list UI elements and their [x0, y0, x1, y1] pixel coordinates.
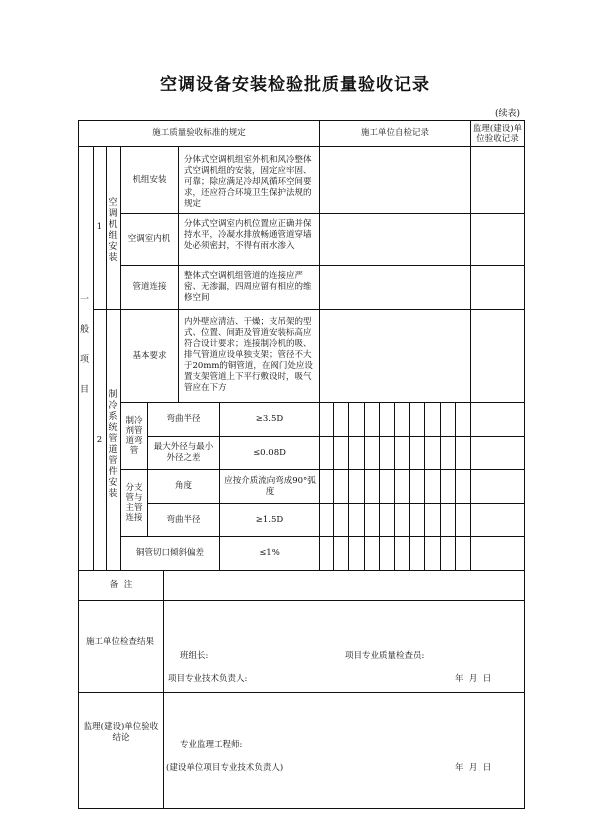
group1-label: 空调机组安装: [108, 198, 118, 263]
angle-label: 角度: [174, 481, 192, 491]
bend-radius-label: 弯曲半径: [166, 414, 201, 424]
supervision-date-label: 年 月 日: [455, 763, 492, 773]
row-basic-requirements: 基本要求: [132, 350, 167, 361]
construction-tech-lead-label: 项目专业技术负责人:: [168, 674, 248, 684]
branch-bend-radius-label: 弯曲半径: [166, 514, 201, 525]
continuation-label: (续表): [495, 109, 521, 119]
quality-inspector-label: 项目专业质量检查员:: [345, 651, 425, 661]
row-pipe-connection-desc: 整体式空调机组管道的连接应严密、无渗漏，四周应留有相应的维修空间: [184, 271, 312, 303]
page-title: 空调设备安装检验批质量验收记录: [160, 75, 430, 95]
team-leader-label: 班组长:: [180, 651, 209, 661]
row-pipe-connection: 管道连接: [132, 282, 167, 292]
row-indoor-unit: 空调室内机: [127, 234, 171, 244]
bend-radius-value: ≥3.5D: [255, 414, 284, 424]
remarks-label: 备 注: [109, 580, 133, 590]
branch-group-label: 分支管与主管连接: [125, 483, 143, 523]
supervision-engineer-label: 专业监理工程师:: [180, 740, 243, 750]
header-standard: 施工质量验收标准的规定: [152, 128, 246, 138]
outer-diameter-diff-value: ≤0.08D: [253, 447, 286, 458]
bend-group-label: 制冷剂管道弯管: [125, 416, 143, 456]
supervision-conclusion-label: 监理(建设)单位验收结论: [83, 722, 159, 743]
self-check-grid: [319, 402, 470, 570]
branch-bend-radius-value: ≥1.5D: [255, 514, 284, 525]
group2-label: 制冷系统管道管件安装: [108, 390, 118, 499]
row-basic-requirements-desc: 内外壁应清洁、干燥；支吊架的型式、位置、间距及管道安装标高应符合设计要求；连接制冷机的吸、排气管道应设单独支架；管径不大于20mm的铜管道，在阀门处应设置支架管道上下平行敷设时，吸气管应在下方: [184, 317, 313, 393]
row-unit-install: 机组安装: [132, 174, 167, 185]
angle-value: 应按介质流向弯成90°弧度: [224, 475, 316, 497]
outer-diameter-diff-label: 最大外径与最小外径之差: [153, 442, 214, 463]
copper-cut-label: 铜管切口倾斜偏差: [135, 548, 204, 558]
construction-result-label: 施工单位检查结果: [85, 636, 154, 647]
construction-date-label: 年 月 日: [455, 674, 492, 684]
supervision-tech-lead-label: (建设单位项目专业技术负责人): [166, 763, 284, 773]
group1-index: 1: [96, 222, 103, 232]
header-supervision: 监理(建设)单位验收记录: [472, 123, 523, 144]
copper-cut-value: ≤1%: [259, 548, 280, 558]
group2-index: 2: [96, 434, 103, 445]
general-items-label: 一 般 项 目: [80, 295, 108, 395]
row-unit-install-desc: 分体式空调机组室外机和风冷整体式空调机组的安装，固定应牢固、可靠；除应满足冷却风循环空间要求，还应符合环境卫生保护法规的规定: [184, 155, 312, 209]
row-indoor-unit-desc: 分体式空调室内机位置应正确并保持水平，冷凝水排放畅通管道穿墙处必须密封，不得有雨水渗入: [184, 219, 312, 251]
header-self-check: 施工单位自检记录: [360, 128, 429, 138]
